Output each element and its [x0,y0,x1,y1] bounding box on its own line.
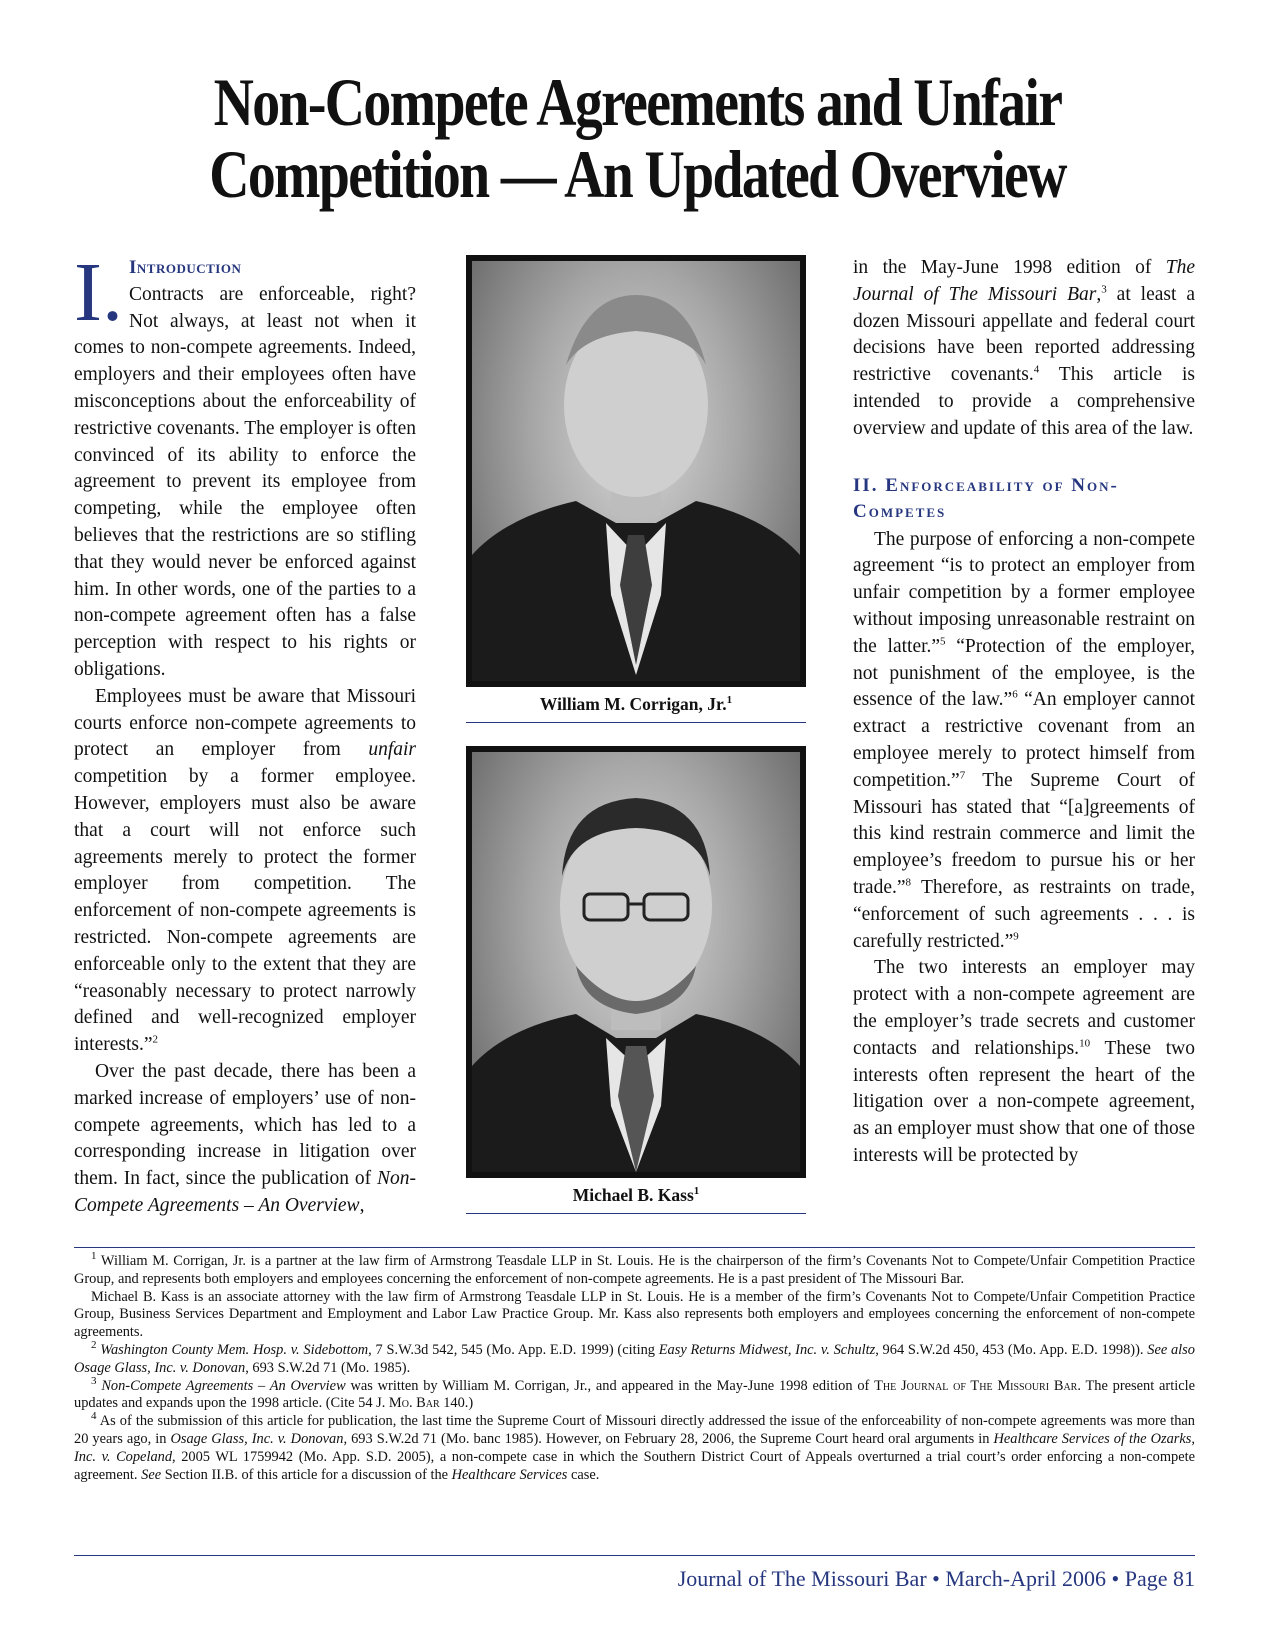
footnotes [74,1250,1195,1484]
person-silhouette-icon [466,746,806,1178]
section-heading-enforceability: II. Enforceability of Non-Competes [853,474,1119,522]
footnote-ref[interactable]: 9 [1013,930,1019,943]
person-silhouette-icon [466,255,806,687]
portrait-photo-kass [466,746,806,1178]
footnote-ref[interactable]: 6 [1012,688,1018,701]
caption-divider [466,722,806,723]
photo-caption-corrigan: William M. Corrigan, Jr.$^1$ [539,694,733,714]
photo-caption-kass: Michael B. Kass$^1$ [572,1185,700,1205]
intro-paragraph-1: Contracts are enforceable, right? Not always, at least not when it comes to non-compete agreements. Indeed, employers and their employees often have misconceptions about the enforceability of restrictive covenants. The employer is often convinced of its ability to enforce the agreement to prevent its employee from competing, while the employee often believes that the restrictions are so stifling that they would never be enforced against him. In other words, one of the parties to a non-compete agreement often has a false perception with respect to his rights or obligations. [74,283,416,680]
right-paragraph-2: The purpose of enforcing a non-compete agreement “is to protect an employer from unfair competition by a former employee without imposing unreasonable restraint on the latter.”$^5$ “Protection of the employer, not punishment of the employee, is the essence of the law.”$^6$ “An employer cannot extract a restrictive covenant from an employee merely to protect himself from competition.”$^7$ The Supreme Court of Missouri has stated that “[a]greements of this kind restrain commerce and limit the employee’s freedom to pursue his or her trade.”$^8$ Therefore, as restraints on trade, “enforcement of such agreements . . . is carefully restricted.”$^9$ [853,528,1195,952]
intro-paragraph-3: Over the past decade, there has been a marked increase of employers’ use of non-compete agreements, which has led to a corresponding increase in litigation over them. In fact, since the publication of Non-Compete Agreements – An Overview, [74,1060,416,1216]
intro-paragraph-2: Employees must be aware that Missouri courts enforce non-compete agreements to protect an employer from unfair competition by a former employee. However, employers must also be aware that a court will not enforce such agreements merely to protect the former employer from competition. The enforcement of non-compete agreements is restricted. Non-compete agreements are enforceable only to the extent that they are “reasonably necessary to protect narrowly defined and well-recognized employer interests.”$^2$ [74,685,416,1056]
footnote-ref[interactable]: 7 [959,769,966,782]
footer-divider [74,1555,1195,1556]
footnote-3: $^3$ Non-Compete Agreements – An Overview was written by William M. Corrigan, Jr., and appeared in the May-June 1998 edition of The Journal of The Missouri Bar. The present article updates and expands upon the 1998 article. (Cite 54 J. Mo. Bar 140.) [74,1374,1195,1412]
introduction-heading: Introduction [128,257,242,278]
footnote-1: $^1$ William M. Corrigan, Jr. is a partner at the law firm of Armstrong Teasdale LLP in St. Louis. He is the chairperson of the firm’s Covenants Not to Compete/Unfair Competition Practice Group, and represents both employers and employees concerning the enforcement of non-compete agreements. He is a past president of The Missouri Bar. [74,1250,1195,1287]
title-line-1: Non-Compete Agreements and Unfair [213,64,1062,140]
right-paragraph-3: The two interests an employer may protect with a non-compete agreement are the employer’s trade secrets and customer contacts and relationships.$^{10}$ These two interests often represent the heart of the litigation over a non-compete agreement, as an employer must show that one of those interests will be protected by [853,957,1195,1166]
footnote-2: $^2$ Washington County Mem. Hosp. v. Sidebottom, 7 S.W.3d 542, 545 (Mo. App. E.D. 1999) (citing Easy Returns Midwest, Inc. v. Schultz, 964 S.W.2d 450, 453 (Mo. App. E.D. 1998)). See also Osage Glass, Inc. v. Donovan, 693 S.W.2d 71 (Mo. 1985). [74,1339,1195,1376]
footnote-ref[interactable]: 5 [940,635,946,648]
footnote-ref[interactable]: 4 [1033,363,1040,376]
title-line-2: Competition — An Updated Overview [209,136,1066,212]
section-number-dropcap: I. [74,246,123,339]
footnote-ref[interactable]: 3 [1101,283,1107,296]
footnote-ref[interactable]: 2 [152,1033,159,1046]
right-paragraph-1: in the May-June 1998 edition of The Journal of The Missouri Bar,$^3$ at least a dozen Missouri appellate and federal court decisions have been reported addressing restrictive covenants.$^4$ This article is intended to provide a comprehensive overview and update of this area of the law. [853,257,1195,439]
footnote-4: $^4$ As of the submission of this article for publication, the last time the Supreme Court of Missouri directly addressed the issue of the enforceability of non-compete agreements was more than 20 years ago, in Osage Glass, Inc. v. Donovan, 693 S.W.2d 71 (Mo. banc 1985). However, on February 28, 2006, the Supreme Court heard oral arguments in Healthcare Services of the Ozarks, Inc. v. Copeland, 2005 WL 1759942 (Mo. App. S.D. 2005), a non-compete case in which the Southern District Court of Appeals overturned a trial court’s order enforcing a non-compete agreement. See Section II.B. of this article for a discussion of the Healthcare Services case. [74,1410,1195,1483]
footnote-1b: Michael B. Kass is an associate attorney with the law firm of Armstrong Teasdale LLP in St. Louis. He is a member of the firm’s Covenants Not to Compete/Unfair Competition Practice Group, Business Services Department and Employment and Labor Law Practice Group. Mr. Kass also represents both employers and employees concerning the enforcement of non-compete agreements. [74,1288,1195,1341]
right-column [853,255,1195,1170]
footnote-ref[interactable]: 8 [905,876,912,889]
page-footer: Journal of The Missouri Bar • March-April 2006 • Page 81 [677,1566,1195,1591]
footnote-ref[interactable]: 10 [1079,1037,1091,1050]
portrait-photo-corrigan [466,255,806,687]
caption-divider [466,1213,806,1214]
article-title [164,66,1111,210]
left-column [74,246,416,1220]
footnote-divider [74,1247,1195,1248]
